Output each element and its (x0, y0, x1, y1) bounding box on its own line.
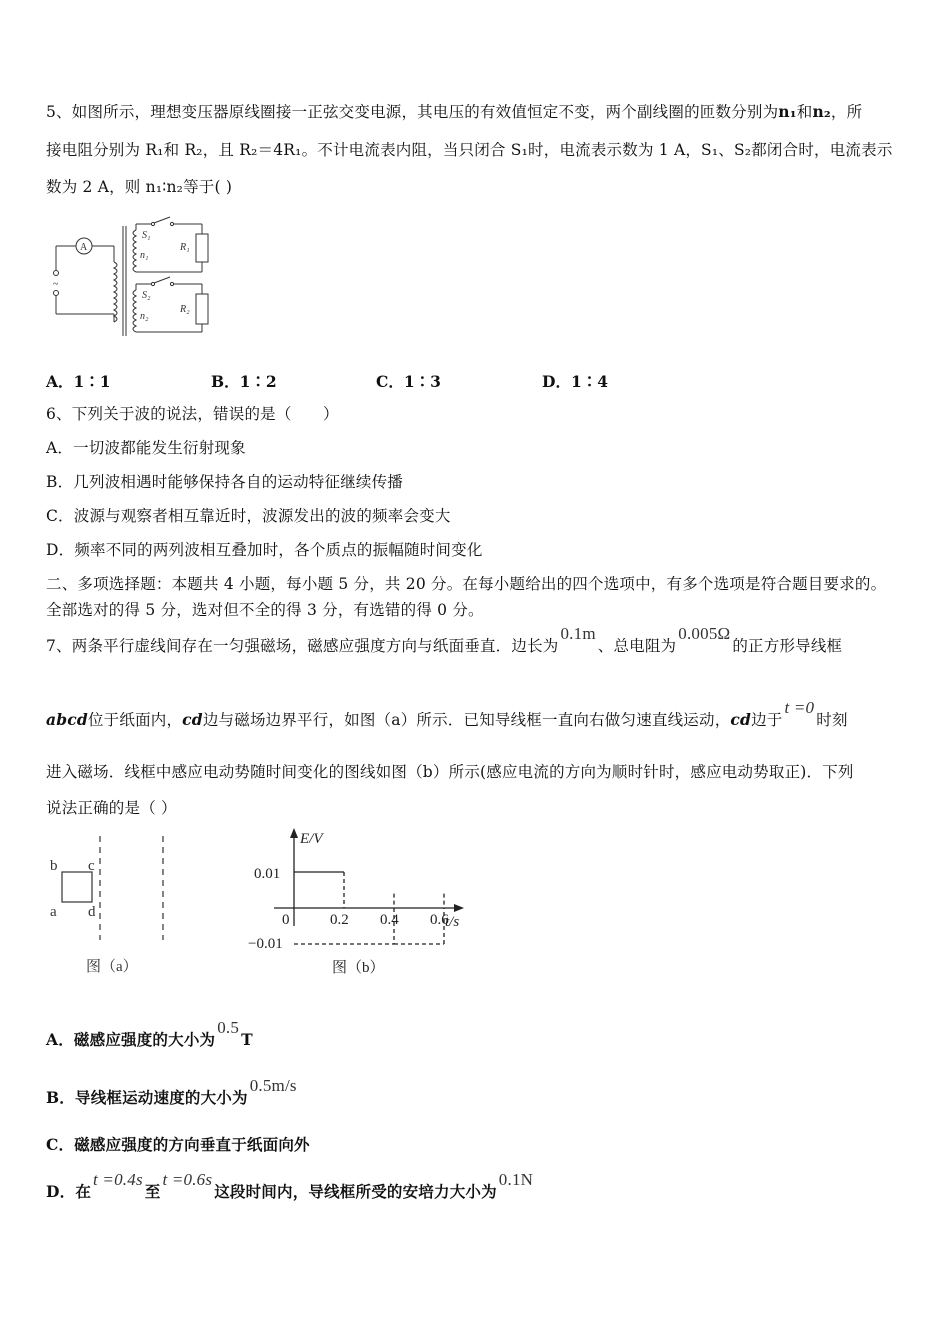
q7-line3: 进入磁场．线框中感应电动势随时间变化的图线如图（b）所示(感应电流的方向为顺时针时，感应电动势取正)．下列 (46, 763, 854, 781)
origin-label: 0 (282, 912, 290, 928)
q7-p2f: 边于 (751, 711, 783, 729)
q7-option-d-mid: 至 (144, 1182, 161, 1201)
corner-c-label: c (88, 858, 95, 874)
resistor-r2-label: R₂ (180, 304, 190, 315)
coil-n2-label: n₂ (140, 311, 149, 322)
q7-option-a-value: 0.5 (217, 1018, 240, 1037)
q7-line1 (46, 624, 910, 656)
q5-n2: n₂ (812, 102, 831, 121)
q7-option-c[interactable]: C．磁感应强度的方向垂直于纸面向外 (46, 1135, 310, 1154)
x-axis-label: t/s (445, 914, 460, 930)
q5-option-d[interactable]: D．1∶4 (542, 372, 609, 391)
x-axis-arrow (454, 904, 464, 912)
y-tick-pos: 0.01 (254, 866, 281, 882)
x-tick-0-6: 0.6 (430, 912, 449, 928)
x-tick-0-2: 0.2 (330, 912, 349, 928)
resistor-r1-label: R₁ (180, 242, 190, 253)
q7-p2g: 时刻 (816, 711, 848, 729)
q7-option-a-text: A．磁感应强度的大小为 (46, 1030, 216, 1049)
q6-option-a[interactable]: A．一切波都能发生衍射现象 (46, 439, 246, 457)
corner-b-label: b (50, 858, 58, 874)
corner-a-label: a (50, 904, 57, 920)
q7-option-d-value: 0.1N (498, 1170, 534, 1189)
q7-option-d-t1: t =0.4s (93, 1170, 143, 1189)
q5-line1-end: ，所 (830, 103, 863, 121)
q7-p1a: 7、两条平行虚线间存在一匀强磁场，磁感应强度方向与纸面垂直．边长为 (46, 637, 559, 655)
section2-line1: 二、多项选择题：本题共 4 小题，每小题 5 分，共 20 分。在每小题给出的四个选项中，有多个选项是符合题目要求的。 (46, 575, 887, 593)
q7-option-d-post: 这段时间内，导线框所受的安培力大小为 (214, 1182, 497, 1201)
y-tick-neg: −0.01 (248, 936, 283, 952)
q7-p2b: 位于纸面内， (87, 711, 183, 729)
q7-line4: 说法正确的是（ ） (46, 799, 177, 817)
q6-option-c[interactable]: C．波源与观察者相互靠近时，波源发出的波的频率会变大 (46, 507, 451, 525)
q7-option-b-text: B．导线框运动速度的大小为 (46, 1088, 248, 1107)
q5-line1 (46, 102, 910, 122)
figure-a-caption: 图（a） (86, 959, 138, 975)
q5-option-a[interactable]: A．1∶1 (46, 372, 111, 391)
q7-side-length: 0.1m (560, 624, 596, 643)
square-frame (62, 872, 92, 902)
x-tick-0-4: 0.4 (380, 912, 399, 928)
q7-option-d-text: D．在 (46, 1182, 92, 1201)
figure-b-caption: 图（b） (332, 960, 385, 976)
q5-n1: n₁ (778, 102, 797, 121)
transformer-circuit-diagram (46, 212, 226, 342)
switch-s2-label: S₂ (142, 290, 151, 301)
q5-line2: 接电阻分别为 R₁和 R₂，且 R₂＝4R₁。不计电流表内阻，当只闭合 S₁时，电流表示数为 1 A，S₁、S₂都闭合时，电流表示 (46, 141, 893, 159)
q7-abcd: abcd (46, 710, 88, 729)
q7-option-b-value: 0.5m/s (249, 1076, 297, 1095)
q7-p1b: 、总电阻为 (597, 637, 677, 655)
q7-p1c: 的正方形导线框 (732, 637, 843, 655)
q5-and: 和 (796, 103, 813, 121)
q7-cd-1: cd (182, 710, 203, 729)
q5-line3: 数为 2 A，则 n₁∶n₂等于( ) (46, 178, 233, 196)
q5-line1-text: 5、如图所示，理想变压器原线圈接一正弦交变电源，其电压的有效值恒定不变，两个副线圈的匝数分别为 (46, 103, 779, 121)
q7-option-d-t2: t =0.6s (162, 1170, 213, 1189)
q7-option-a[interactable] (46, 1018, 910, 1050)
ammeter-label: A (80, 242, 88, 253)
q7-line2 (46, 698, 910, 730)
figure-a-frame-diagram (46, 830, 186, 980)
section2-line2: 全部选对的得 5 分，选对但不全的得 3 分，有选错的得 0 分。 (46, 601, 484, 619)
q7-t0: t =0 (784, 698, 815, 717)
q6-stem: 6、下列关于波的说法，错误的是（ ） (46, 405, 339, 423)
q7-cd-2: cd (730, 710, 752, 729)
coil-n1-label: n₁ (140, 250, 149, 261)
switch-s1-label: S₁ (142, 230, 151, 241)
q6-option-b[interactable]: B．几列波相遇时能够保持各自的运动特征继续传播 (46, 473, 403, 491)
q7-option-b[interactable] (46, 1076, 910, 1108)
q7-option-d[interactable] (46, 1170, 910, 1202)
q7-p2d: 边与磁场边界平行，如图（a）所示．已知导线框一直向右做匀速直线运动， (202, 711, 731, 729)
corner-d-label: d (88, 904, 96, 920)
q6-option-d[interactable]: D．频率不同的两列波相互叠加时，各个质点的振幅随时间变化 (46, 541, 483, 559)
ac-source-label: ~ (53, 279, 59, 290)
y-axis-arrow (290, 828, 298, 838)
y-axis-label: E/V (300, 831, 323, 847)
q5-option-c[interactable]: C．1∶3 (376, 372, 441, 391)
q5-option-b[interactable]: B．1∶2 (211, 372, 277, 391)
q7-resistance: 0.005Ω (678, 624, 731, 643)
q7-option-a-unit: T (241, 1030, 253, 1049)
figure-b-emf-chart (240, 826, 480, 986)
